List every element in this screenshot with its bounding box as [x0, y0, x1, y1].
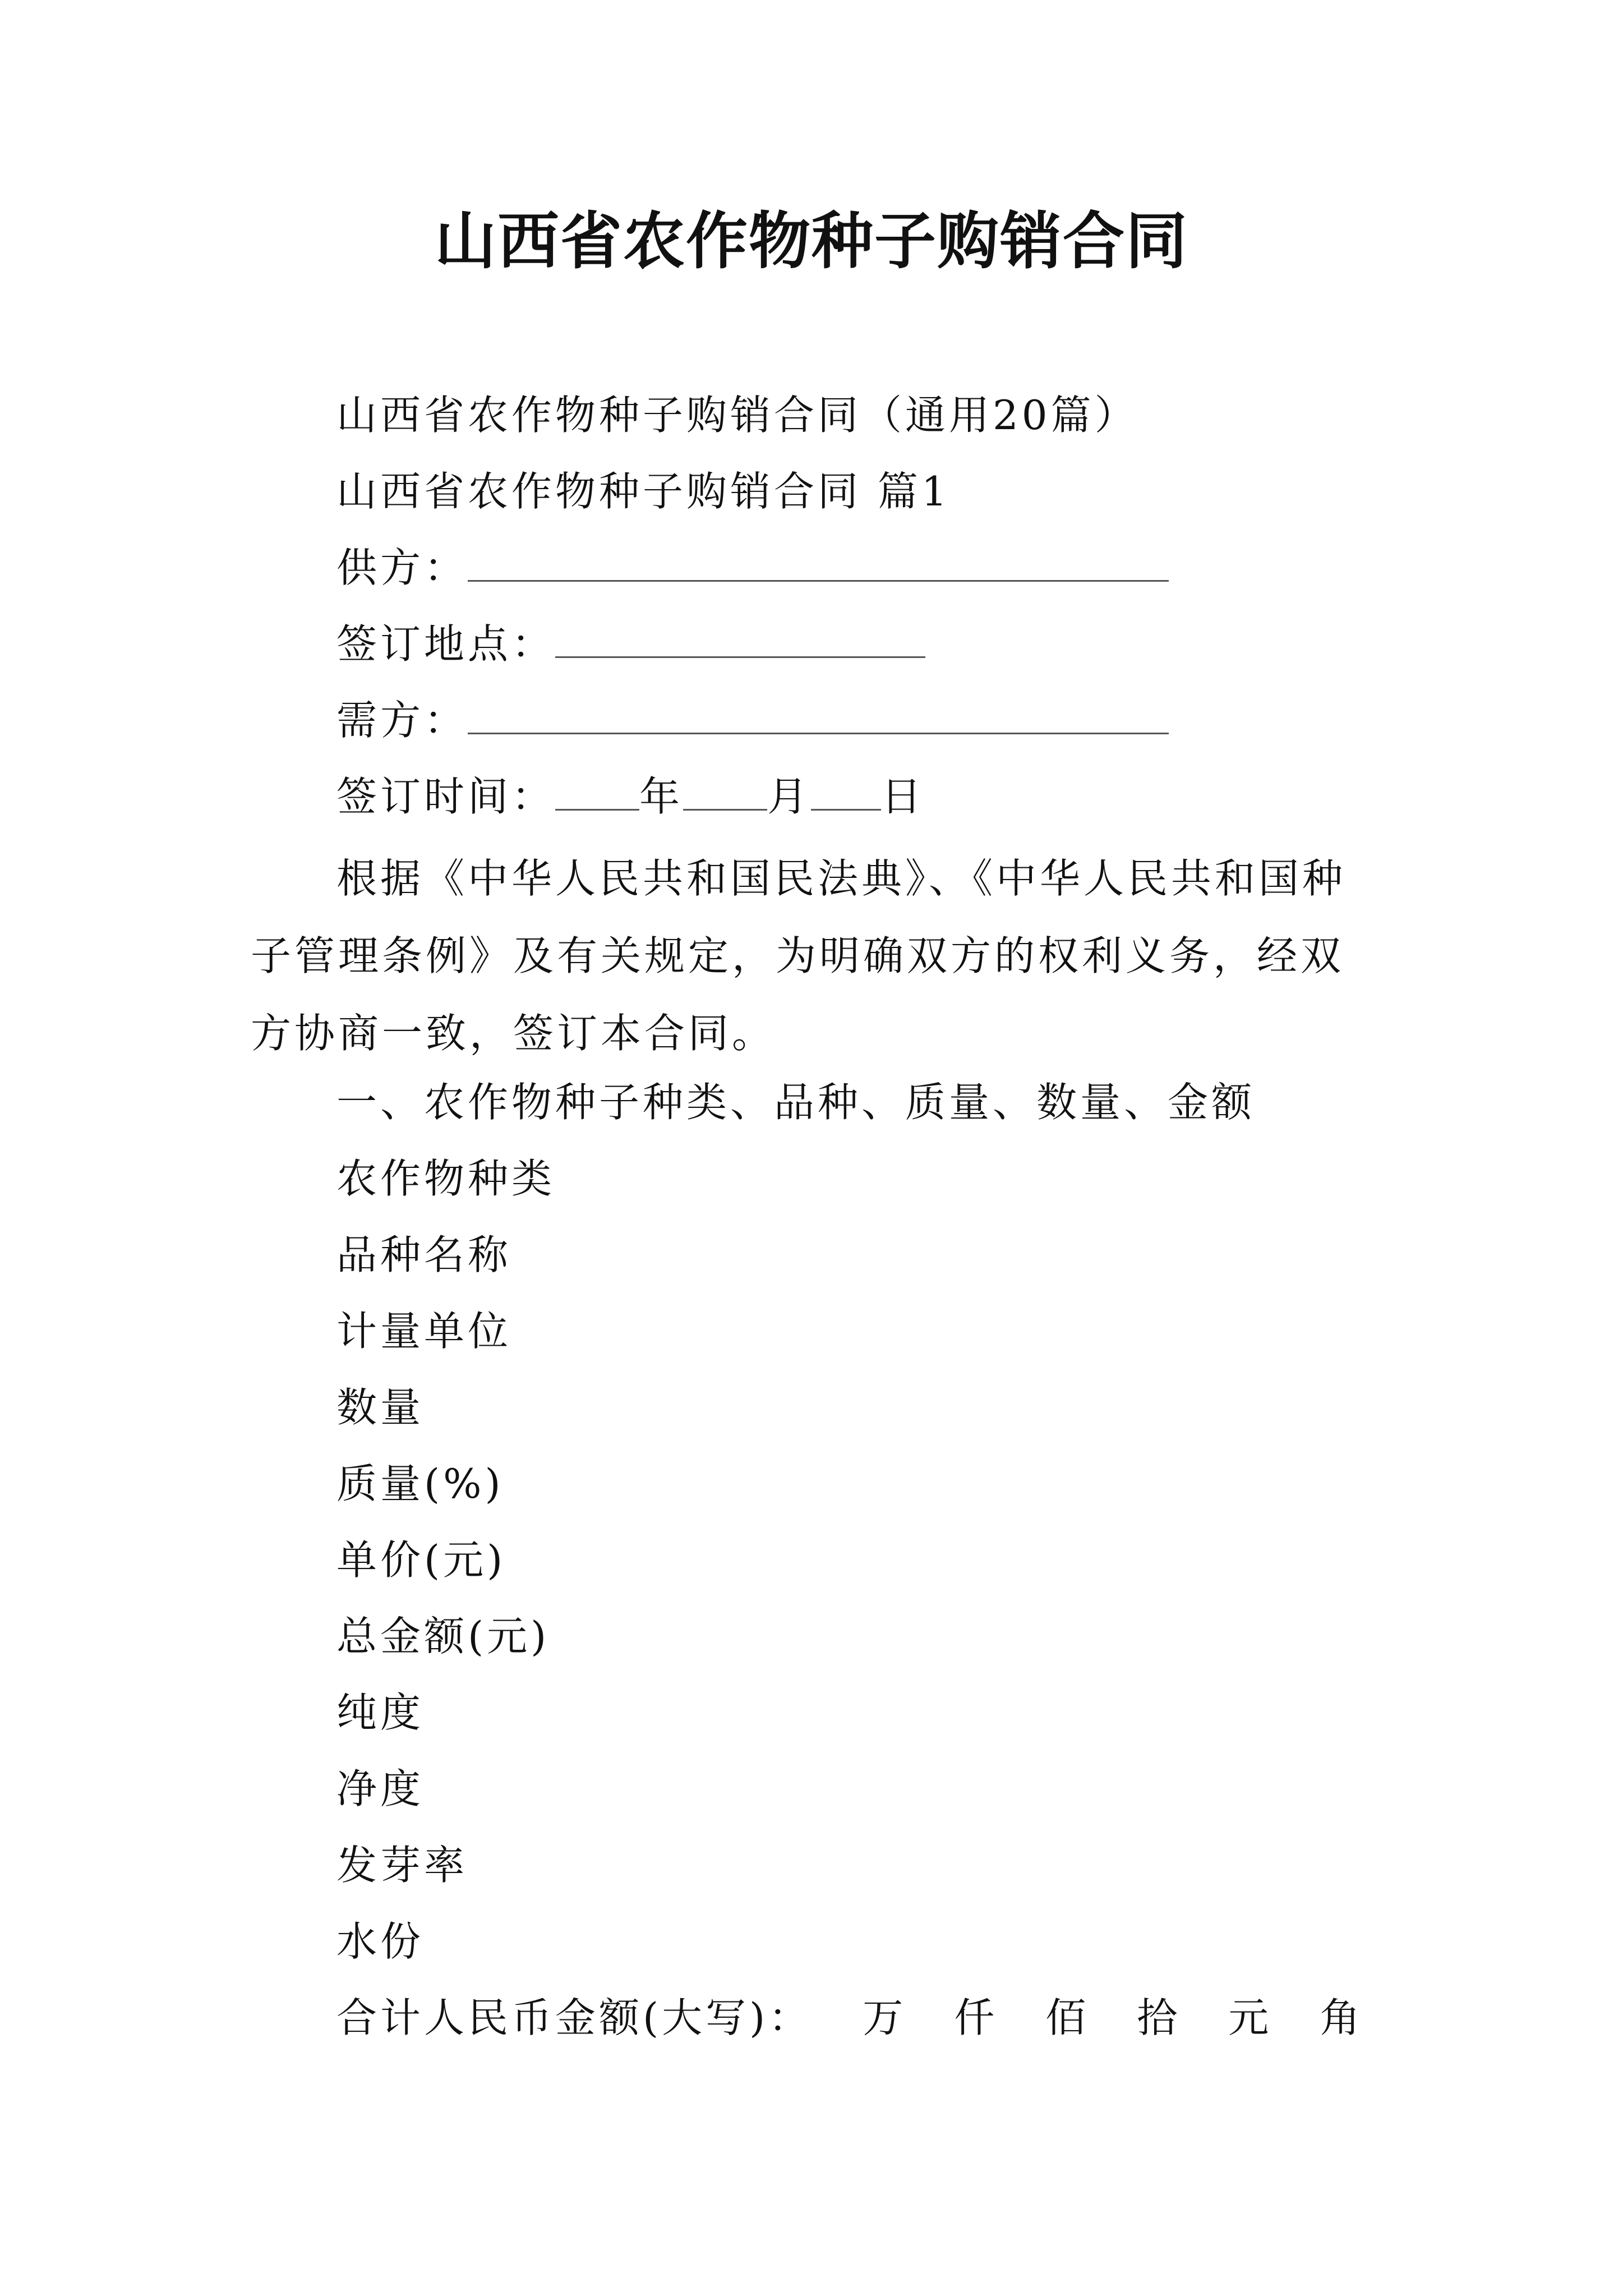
- supplier-row: [336, 540, 1169, 596]
- buyer-blank[interactable]: [468, 693, 1169, 734]
- buyer-row: [336, 692, 1169, 748]
- unit-jiao: 角: [1320, 1994, 1364, 2041]
- month-blank[interactable]: [683, 770, 767, 811]
- day-blank[interactable]: [811, 770, 881, 811]
- document-title: 山西省农作物种子购销合同: [435, 205, 1188, 277]
- document-subtitle: 山西省农作物种子购销合同（通用20篇）: [336, 392, 1138, 439]
- item-moisture: 水份: [336, 1918, 425, 1965]
- unit-shi: 拾: [1137, 1994, 1181, 2041]
- item-cleanliness: 净度: [336, 1765, 425, 1812]
- signing-time-label: 签订时间：: [336, 773, 556, 820]
- unit-qian: 仟: [954, 1994, 998, 2041]
- item-quantity: 数量: [336, 1384, 425, 1431]
- signing-place-row: [336, 616, 925, 672]
- unit-yuan: 元: [1228, 1994, 1272, 2041]
- intro-paragraph-text: 根据《中华人民共和国民法典》、《中华人民共和国种子管理条例》及有关规定，为明确双方的权利义务，经双方协商一致，签订本合同。: [251, 855, 1347, 1057]
- unit-wan: 万: [863, 1994, 907, 2041]
- clause-1-heading: 一、农作物种子种类、品种、质量、数量、金额: [336, 1079, 1256, 1126]
- supplier-blank[interactable]: [468, 541, 1169, 582]
- month-label: 月: [767, 773, 811, 820]
- day-label: 日: [881, 773, 925, 820]
- item-unit: 计量单位: [336, 1308, 512, 1355]
- total-amount-row: [336, 1990, 1363, 2046]
- year-blank[interactable]: [555, 770, 639, 811]
- signing-place-label: 签订地点：: [336, 620, 556, 668]
- intro-paragraph: [251, 840, 1384, 1072]
- unit-bai: 佰: [1045, 1994, 1090, 2041]
- signing-place-blank[interactable]: [555, 617, 925, 658]
- item-germination-rate: 发芽率: [336, 1842, 468, 1889]
- supplier-label: 供方：: [336, 544, 468, 591]
- item-crop-type: 农作物种类: [336, 1155, 556, 1202]
- item-unit-price: 单价(元): [336, 1536, 506, 1584]
- signing-time-row: [336, 769, 925, 825]
- item-total-amount: 总金额(元): [336, 1613, 550, 1660]
- item-purity: 纯度: [336, 1689, 425, 1736]
- total-amount-label: 合计人民币金额(大写)：: [336, 1994, 813, 2041]
- item-quality: 质量(%): [336, 1460, 504, 1507]
- item-variety-name: 品种名称: [336, 1231, 512, 1278]
- year-label: 年: [639, 773, 684, 820]
- section-heading: 山西省农作物种子购销合同 篇1: [336, 468, 951, 515]
- buyer-label: 需方：: [336, 697, 468, 744]
